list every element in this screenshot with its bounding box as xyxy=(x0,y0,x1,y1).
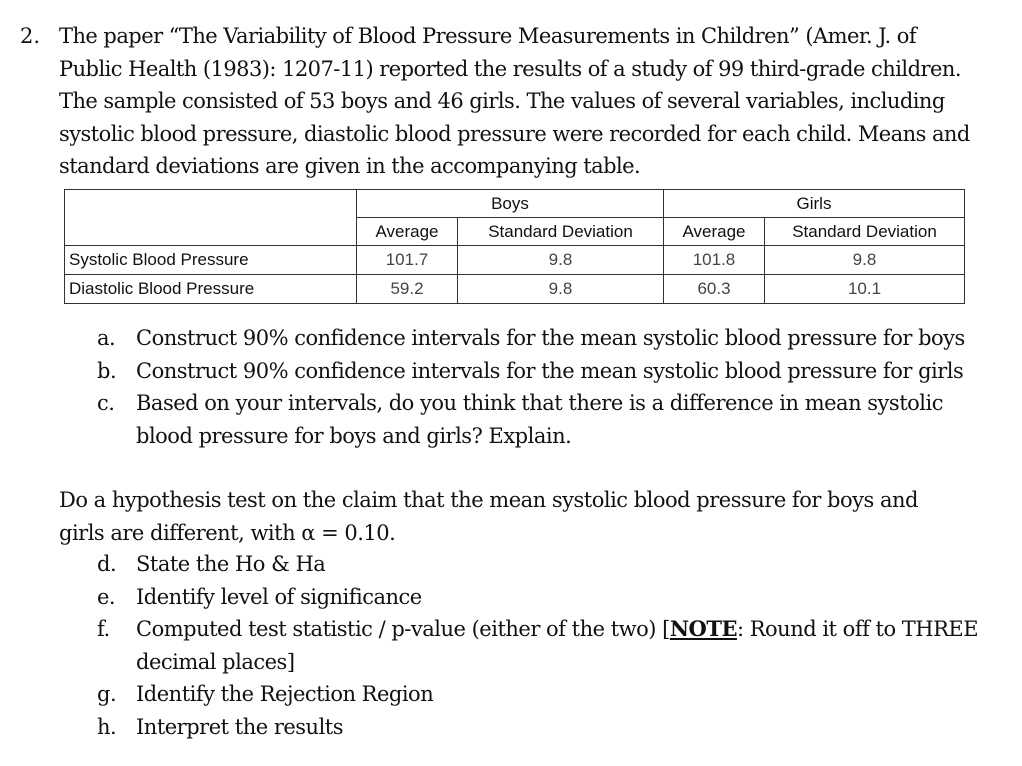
item-text-before: Computed test statistic / p-value (either of the two) [ xyxy=(136,617,670,641)
table-cell: 59.2 xyxy=(357,275,458,304)
boys-average-header: Average xyxy=(357,218,458,246)
list-item xyxy=(97,387,965,452)
table-row xyxy=(65,246,965,275)
item-marker: e. xyxy=(97,584,116,609)
item-marker: c. xyxy=(97,391,115,415)
item-marker: a. xyxy=(97,326,116,350)
list-item xyxy=(97,322,965,355)
girls-header: Girls xyxy=(664,190,965,218)
item-text-line2: blood pressure for boys and girls? Explain. xyxy=(136,423,572,448)
note-label: NOTE xyxy=(669,616,737,641)
table-cell: 9.8 xyxy=(458,246,664,275)
item-marker: g. xyxy=(97,682,117,706)
question-number: 2. xyxy=(20,24,41,48)
list-item xyxy=(97,711,978,744)
blood-pressure-table xyxy=(64,189,965,304)
item-text xyxy=(136,613,978,646)
item-text: Construct 90% confidence intervals for the mean systolic blood pressure for boys xyxy=(136,326,965,350)
table-group-header-row xyxy=(65,190,965,218)
hypothesis-line: Do a hypothesis test on the claim that the mean systolic blood pressure for boys and xyxy=(59,488,918,512)
item-text: Construct 90% confidence intervals for the mean systolic blood pressure for girls xyxy=(136,358,964,383)
list-item xyxy=(97,581,978,614)
list-item xyxy=(97,355,965,388)
item-text: Based on your intervals, do you think that there is a difference in mean systolic xyxy=(136,391,943,415)
intro-line: The paper “The Variability of Blood Pressure Measurements in Children” (Amer. J. of xyxy=(59,24,917,48)
table-corner-cell xyxy=(65,190,357,246)
item-text: Identify level of significance xyxy=(136,584,422,609)
item-marker: f. xyxy=(97,617,110,641)
question-intro xyxy=(59,20,1009,183)
table-cell: 10.1 xyxy=(765,275,965,304)
table-cell: 60.3 xyxy=(664,275,765,304)
table-cell: 101.7 xyxy=(357,246,458,275)
table-cell: 9.8 xyxy=(458,275,664,304)
item-marker: d. xyxy=(97,552,117,576)
item-text-after: : Round it off to THREE xyxy=(736,617,979,641)
part1-list xyxy=(97,322,965,452)
list-item xyxy=(97,678,978,711)
table-cell: 9.8 xyxy=(765,246,965,275)
intro-line: The sample consisted of 53 boys and 46 girls. The values of several variables, including xyxy=(59,89,945,113)
intro-line: Public Health (1983): 1207-11) reported the results of a study of 99 third-grade children. xyxy=(59,56,961,81)
item-text-line2: decimal places] xyxy=(136,649,295,674)
item-marker: b. xyxy=(97,358,117,383)
item-text: State the Ho & Ha xyxy=(136,552,326,576)
table-row xyxy=(65,275,965,304)
boys-sd-header: Standard Deviation xyxy=(458,218,664,246)
item-text: Identify the Rejection Region xyxy=(136,682,434,706)
row-label-diastolic: Diastolic Blood Pressure xyxy=(65,275,357,304)
hypothesis-prompt xyxy=(59,484,918,549)
row-label-systolic: Systolic Blood Pressure xyxy=(65,246,357,275)
list-item xyxy=(97,613,979,678)
table-cell: 101.8 xyxy=(664,246,765,275)
part2-list xyxy=(97,548,979,743)
list-item xyxy=(97,548,978,581)
girls-sd-header: Standard Deviation xyxy=(765,218,965,246)
hypothesis-line: girls are different, with α = 0.10. xyxy=(59,520,396,545)
boys-header: Boys xyxy=(357,190,664,218)
intro-line: systolic blood pressure, diastolic blood pressure were recorded for each child. Means and xyxy=(59,121,970,146)
girls-average-header: Average xyxy=(664,218,765,246)
intro-line: standard deviations are given in the accompanying table. xyxy=(59,154,641,178)
item-text: Interpret the results xyxy=(136,714,344,739)
item-marker: h. xyxy=(97,714,117,739)
